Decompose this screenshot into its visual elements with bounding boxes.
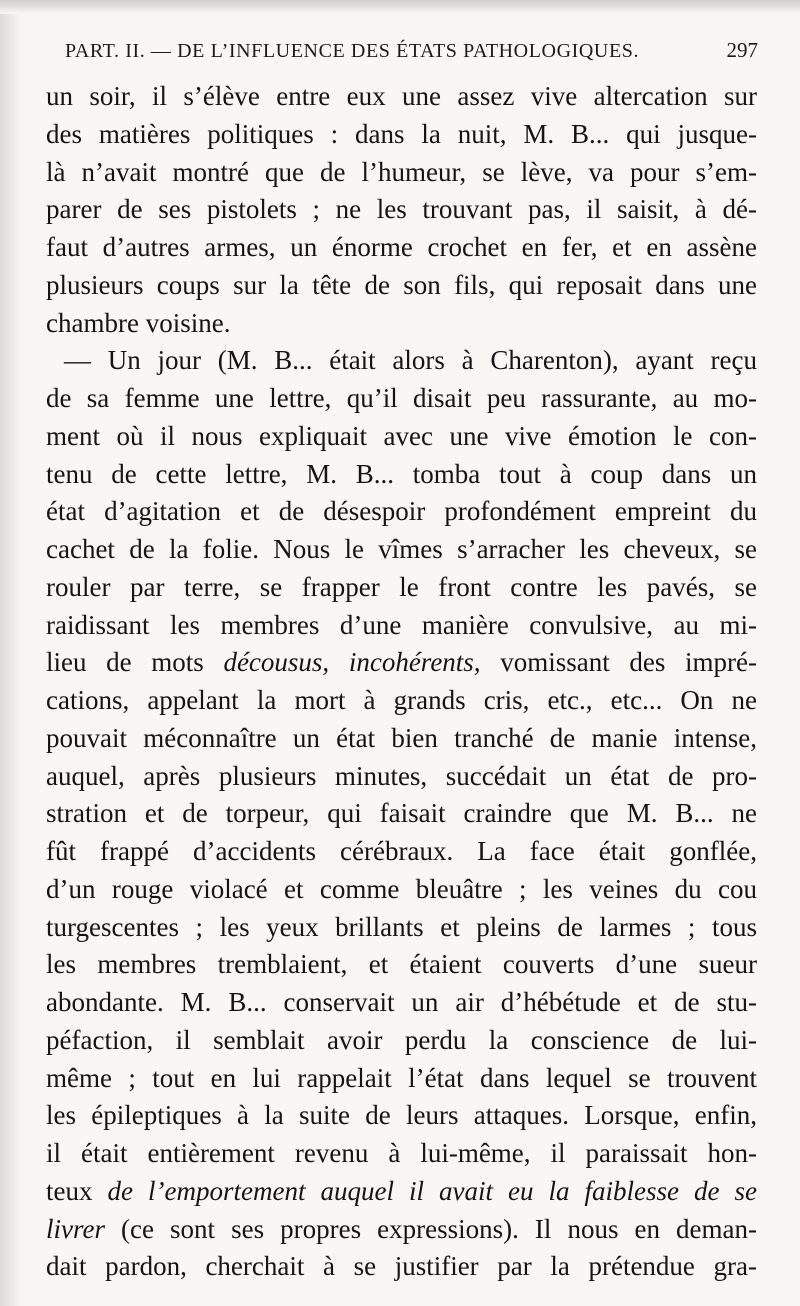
text-line [46, 795, 757, 833]
text-line [46, 758, 757, 796]
text-line [46, 191, 757, 229]
text-segment: abondante. M. B... conservait un air d’hébétude et de stu- [46, 987, 757, 1017]
italic-text: livrer [46, 1213, 105, 1244]
text-line [46, 493, 757, 531]
text-line [46, 1022, 757, 1060]
text-segment: plusieurs coups sur la tête de son fils, qui reposait dans une [46, 269, 757, 300]
italic-text: décousus, incohérents, [223, 647, 481, 678]
text-segment: d’un rouge violacé et comme bleuâtre ; les veines du cou [46, 873, 757, 904]
text-segment: péfaction, il semblait avoir perdu la conscience de lui- [46, 1024, 757, 1055]
page-top-shadow [0, 0, 800, 14]
text-segment: là n’avait montré que de l’humeur, se lève, va pour s’em- [46, 156, 757, 187]
running-header [65, 38, 758, 68]
text-segment: un soir, il s’élève entre eux une assez vive altercation sur [46, 81, 757, 111]
text-line [46, 1060, 757, 1098]
text-line [46, 456, 757, 494]
text-segment: stration et de torpeur, qui faisait craindre que M. B... ne [46, 798, 757, 829]
text-line [46, 418, 757, 456]
text-line [46, 720, 757, 758]
text-segment: des matières politiques : dans la nuit, M. B... qui jusque- [46, 118, 757, 149]
text-line [46, 833, 757, 871]
text-line [46, 78, 757, 116]
body-text [46, 78, 757, 1286]
text-segment: rouler par terre, se frapper le front contre les pavés, se [46, 571, 757, 602]
text-segment: turgescentes ; les yeux brillants et pleins de larmes ; tous [46, 911, 757, 942]
text-segment: faut d’autres armes, un énorme crochet en fer, et en assène [46, 232, 757, 262]
text-line [46, 342, 757, 380]
text-segment: cachet de la folie. Nous le vîmes s’arracher les cheveux, se [46, 534, 757, 564]
text-segment: teux [46, 1175, 108, 1206]
text-line [46, 569, 757, 607]
text-segment: les épileptiques à la suite de leurs attaques. Lorsque, enfin, [46, 1100, 757, 1131]
text-line [46, 644, 757, 682]
text-segment: vomissant des impré- [480, 647, 757, 678]
text-line [46, 984, 757, 1022]
text-segment: les membres tremblaient, et étaient couverts d’une sueur [46, 949, 757, 980]
text-line [46, 1173, 757, 1211]
text-segment: cations, appelant la mort à grands cris, etc., etc... On ne [46, 685, 757, 715]
text-segment: état d’agitation et de désespoir profondément empreint du [46, 496, 757, 527]
text-line [46, 607, 757, 645]
text-segment: même ; tout en lui rappelait l’état dans lequel se trouvent [46, 1062, 757, 1093]
text-line [46, 531, 757, 569]
text-line [46, 229, 757, 267]
text-segment: tenu de cette lettre, M. B... tomba tout à coup dans un [46, 458, 757, 489]
text-segment: ment où il nous expliquait avec une vive émotion le con- [46, 420, 757, 451]
text-segment: chambre voisine. [46, 307, 231, 338]
text-segment: de sa femme une lettre, qu’il disait peu rassurante, au mo- [46, 383, 757, 413]
text-segment: fût frappé d’accidents cérébraux. La face était gonflée, [46, 836, 757, 866]
text-line [46, 380, 757, 418]
text-line [46, 946, 757, 984]
text-line [46, 116, 757, 154]
text-segment: il était entièrement revenu à lui-même, il paraissait hon- [46, 1138, 757, 1168]
italic-text: de l’emportement auquel il avait eu la faiblesse de se [107, 1175, 757, 1206]
text-line [46, 267, 757, 305]
text-line [46, 909, 757, 947]
text-line [46, 871, 757, 909]
text-line [46, 1248, 757, 1286]
text-line [46, 154, 757, 192]
text-segment: lieu de mots [46, 647, 224, 678]
text-line [46, 1135, 757, 1173]
page-number: 297 [726, 38, 758, 62]
text-segment: — Un jour (M. B... était alors à Charenton), ayant reçu [64, 345, 757, 376]
text-line [46, 1211, 757, 1249]
text-line [46, 1097, 757, 1135]
text-segment: (ce sont ses propres expressions). Il nous en deman- [104, 1213, 757, 1244]
running-title: PART. II. — DE L’INFLUENCE DES ÉTATS PATHOLOGIQUES. [65, 40, 640, 62]
text-line [46, 682, 757, 720]
page-edge-shadow [0, 0, 22, 1306]
text-segment: auquel, après plusieurs minutes, succédait un état de pro- [46, 760, 757, 791]
text-line [46, 305, 757, 343]
text-segment: raidissant les membres d’une manière convulsive, au mi- [46, 609, 757, 640]
text-segment: dait pardon, cherchait à se justifier par la prétendue gra- [46, 1251, 757, 1282]
text-segment: parer de ses pistolets ; ne les trouvant pas, il saisit, à dé- [46, 194, 757, 225]
text-segment: pouvait méconnaître un état bien tranché de manie intense, [46, 722, 757, 753]
